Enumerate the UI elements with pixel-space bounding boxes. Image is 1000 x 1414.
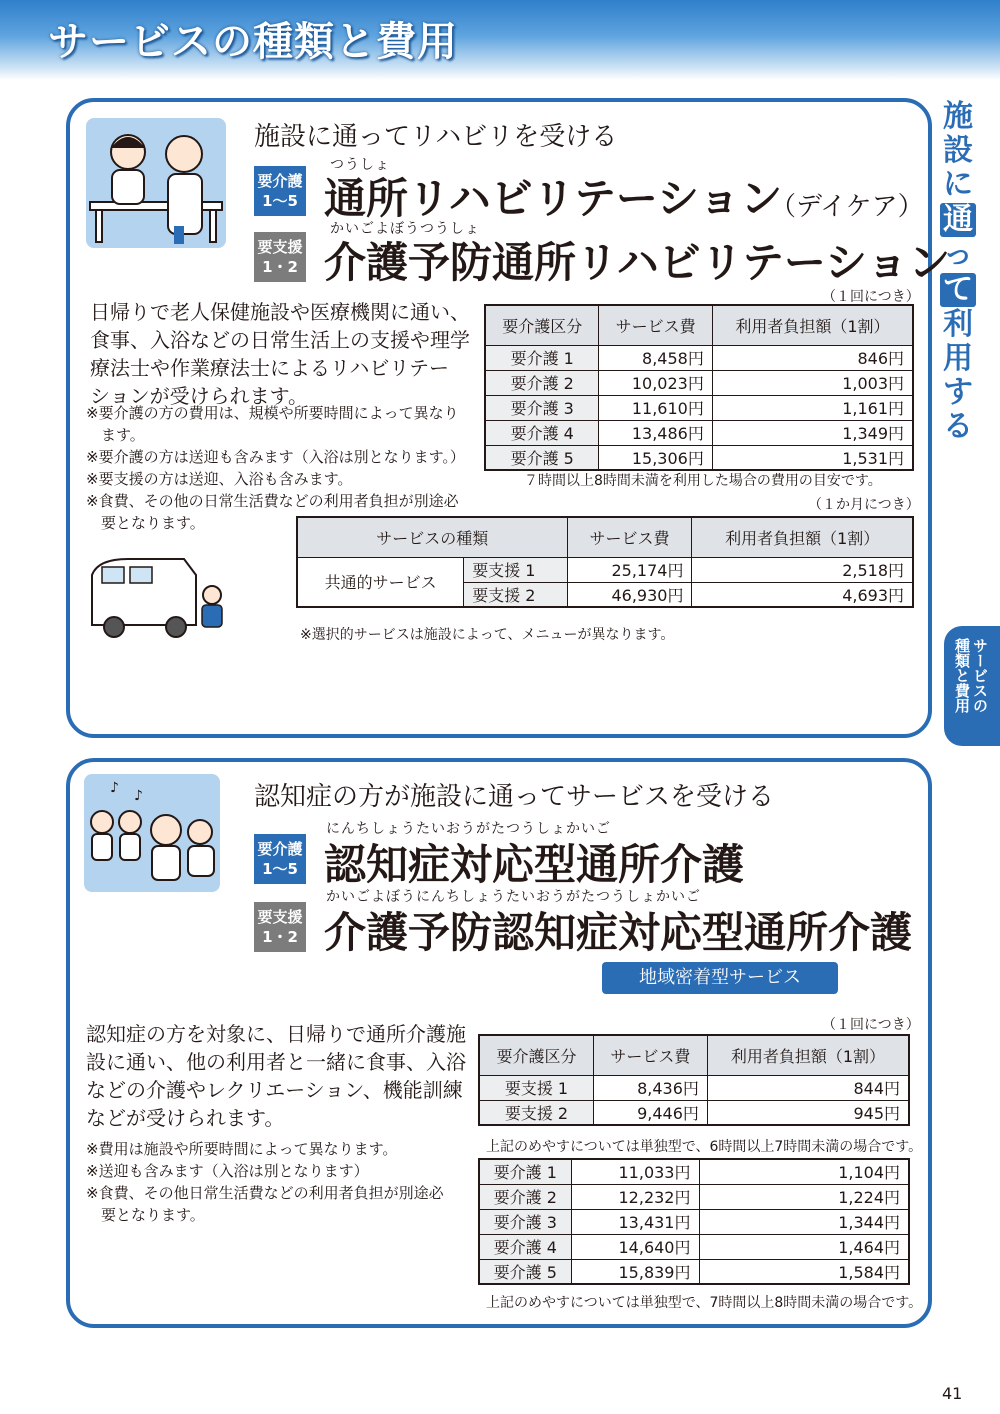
col-header: 利用者負担額（1割） xyxy=(692,517,913,557)
cell: 8,436円 xyxy=(593,1075,707,1100)
section1-notes xyxy=(86,402,472,534)
service-name: 通所リハビリテーション xyxy=(324,174,783,223)
desc-line: などが受けられます。 xyxy=(86,1106,285,1130)
table-footnote: ※選択的サービスは施設によって、メニューが異なります。 xyxy=(300,627,675,643)
cell: 要介護 4 xyxy=(485,420,599,445)
badge-line: 1・2 xyxy=(262,258,298,276)
cell: 46,930円 xyxy=(567,582,692,607)
van-wheelchair-illustration xyxy=(88,555,228,640)
table-row xyxy=(485,345,913,370)
side-label-char: 用 xyxy=(943,341,973,376)
service-name-suffix: （デイケア） xyxy=(770,192,924,222)
col-header: サービス費 xyxy=(599,305,712,345)
service-name: 介護予防通所リハビリテーション xyxy=(324,238,951,287)
music-note-icon: ♪ xyxy=(110,780,119,796)
desc-line: ションが受けられます。 xyxy=(90,384,308,408)
page-number: 41 xyxy=(942,1384,963,1403)
cell: 要介護 1 xyxy=(479,1159,571,1184)
cell: 9,446円 xyxy=(593,1100,707,1125)
table-row xyxy=(479,1075,909,1100)
cell: 1,531円 xyxy=(712,445,913,470)
table-unit: （１回につき） xyxy=(822,289,920,305)
col-header: 利用者負担額（1割） xyxy=(712,305,913,345)
care-level-badge xyxy=(254,166,306,216)
cell: 要介護 2 xyxy=(485,370,599,395)
side-label-char: に xyxy=(943,167,973,202)
table-unit: （１か月につき） xyxy=(808,497,920,513)
col-header: サービス費 xyxy=(593,1035,707,1075)
table-unit: （１回につき） xyxy=(822,1017,920,1033)
note: ※要介護の方の費用は、規模や所要時間によって異なります。 xyxy=(86,404,459,444)
cell: 要介護 5 xyxy=(479,1259,571,1284)
side-label-char: 設 xyxy=(943,133,973,168)
desc-line: 日帰りで老人保健施設や医療機関に通い、 xyxy=(90,300,470,324)
cell: 1,584円 xyxy=(699,1259,909,1284)
table-row xyxy=(479,1234,909,1259)
table-row xyxy=(485,445,913,470)
cell: 945円 xyxy=(707,1100,909,1125)
col-header: サービス費 xyxy=(567,517,692,557)
side-label-char: 施 xyxy=(943,99,973,134)
badge-line: 要介護 xyxy=(257,172,303,190)
side-label-char: す xyxy=(943,375,973,410)
section1-description xyxy=(90,298,470,410)
badge-line: 要介護 xyxy=(257,840,303,858)
cell: 1,161円 xyxy=(712,395,913,420)
care-level-badge xyxy=(254,834,306,884)
cell: 要介護 5 xyxy=(485,445,599,470)
cell: 1,104円 xyxy=(699,1159,909,1184)
cell: 共通的サービス xyxy=(297,557,464,607)
side-label-char: 利 xyxy=(943,307,973,342)
cell: 14,640円 xyxy=(571,1234,699,1259)
note: ※費用は施設や所要時間によって異なります。 xyxy=(86,1140,398,1158)
fee-table-support xyxy=(296,516,914,608)
fee-table-care xyxy=(484,304,914,471)
page-title: サービスの種類と費用 xyxy=(48,19,458,65)
furigana: にんちしょうたいおうがたつうしょかいご xyxy=(326,821,611,837)
desc-line: 療法士や作業療法士によるリハビリテー xyxy=(90,356,449,380)
cell: 要支援 1 xyxy=(464,557,567,582)
col-header: 利用者負担額（1割） xyxy=(707,1035,909,1075)
table-footnote: 上記のめやすについては単独型で、6時間以上7時間未満の場合です。 xyxy=(486,1139,923,1155)
badge-line: 1〜5 xyxy=(262,860,298,878)
desc-line: 設に通い、他の利用者と一緒に食事、入浴 xyxy=(86,1050,466,1074)
cell: 1,349円 xyxy=(712,420,913,445)
side-tab-label-2: 種類と費用 xyxy=(953,638,971,713)
page-header xyxy=(0,0,1000,80)
table-row xyxy=(479,1184,909,1209)
table-row xyxy=(485,370,913,395)
col-header: 要介護区分 xyxy=(485,305,599,345)
section1-subheading: 施設に通ってリハビリを受ける xyxy=(254,122,618,152)
table-row xyxy=(479,1100,909,1125)
furigana: かいごよぼうつうしょ xyxy=(330,221,480,237)
table-row xyxy=(479,1259,909,1284)
badge-line: 1〜5 xyxy=(262,192,298,210)
side-label-char: て xyxy=(940,273,976,307)
desc-line: 食事、入浴などの日常生活上の支援や理学 xyxy=(90,328,470,352)
cell: 15,839円 xyxy=(571,1259,699,1284)
side-tab-label: サービスの xyxy=(971,638,989,713)
cell: 要介護 4 xyxy=(479,1234,571,1259)
support-level-badge xyxy=(254,902,306,952)
side-label-char: っ xyxy=(943,237,973,272)
cell: 13,486円 xyxy=(599,420,712,445)
side-tab[interactable] xyxy=(944,626,1000,746)
side-label-char: る xyxy=(943,409,973,444)
badge-line: 要支援 xyxy=(257,238,303,256)
table-row xyxy=(485,395,913,420)
section2-description xyxy=(86,1020,466,1132)
desc-line: 認知症の方を対象に、日帰りで通所介護施 xyxy=(86,1022,466,1046)
table-footnote: 上記のめやすについては単独型で、7時間以上8時間未満の場合です。 xyxy=(486,1295,923,1311)
cell: 8,458円 xyxy=(599,345,712,370)
dementia-care-illustration xyxy=(84,774,220,892)
cell: 12,232円 xyxy=(571,1184,699,1209)
cell: 2,518円 xyxy=(692,557,913,582)
cell: 844円 xyxy=(707,1075,909,1100)
service-name: 介護予防認知症対応型通所介護 xyxy=(324,908,913,957)
col-header: サービスの種類 xyxy=(297,517,567,557)
note: ※食費、その他の日常生活費などの利用者負担が別途必要となります。 xyxy=(86,492,459,532)
cell: 15,306円 xyxy=(599,445,712,470)
service-name: 認知症対応型通所介護 xyxy=(324,840,745,889)
cell: 要介護 1 xyxy=(485,345,599,370)
cell: 11,610円 xyxy=(599,395,712,420)
table-row xyxy=(479,1159,909,1184)
cell: 要介護 3 xyxy=(479,1209,571,1234)
cell: 要支援 2 xyxy=(479,1100,593,1125)
cell: 10,023円 xyxy=(599,370,712,395)
cell: 1,003円 xyxy=(712,370,913,395)
cell: 1,224円 xyxy=(699,1184,909,1209)
cell: 4,693円 xyxy=(692,582,913,607)
badge-line: 要支援 xyxy=(257,908,303,926)
note: ※要支援の方は送迎、入浴も含みます。 xyxy=(86,470,353,488)
cell: 要介護 3 xyxy=(485,395,599,420)
cell: 1,344円 xyxy=(699,1209,909,1234)
col-header: 要介護区分 xyxy=(479,1035,593,1075)
music-note-icon: ♪ xyxy=(134,788,143,804)
cell: 要介護 2 xyxy=(479,1184,571,1209)
furigana: つうしょ xyxy=(330,157,390,173)
table-footnote: ７時間以上8時間未満を利用した場合の費用の目安です。 xyxy=(524,473,882,489)
table-row xyxy=(485,420,913,445)
table-row xyxy=(297,557,913,582)
cell: 846円 xyxy=(712,345,913,370)
rehab-illustration xyxy=(86,118,226,248)
badge-line: 1・2 xyxy=(262,928,298,946)
cell: 要支援 1 xyxy=(479,1075,593,1100)
section2-notes xyxy=(86,1138,446,1226)
cell: 1,464円 xyxy=(699,1234,909,1259)
community-service-tag: 地域密着型サービス xyxy=(602,962,838,994)
furigana: かいごよぼうにんちしょうたいおうがたつうしょかいご xyxy=(326,889,701,905)
support-level-badge xyxy=(254,232,306,282)
fee-table-support xyxy=(478,1034,910,1126)
table-row xyxy=(479,1209,909,1234)
note: ※要介護の方は送迎も含みます（入浴は別となります。） xyxy=(86,448,465,466)
side-label-char: 通 xyxy=(940,203,976,237)
cell: 要支援 2 xyxy=(464,582,567,607)
cell: 13,431円 xyxy=(571,1209,699,1234)
section2-subheading: 認知症の方が施設に通ってサービスを受ける xyxy=(254,782,775,812)
fee-table-care xyxy=(478,1158,910,1285)
note: ※食費、その他日常生活費などの利用者負担が別途必要となります。 xyxy=(86,1184,444,1224)
cell: 11,033円 xyxy=(571,1159,699,1184)
cell: 25,174円 xyxy=(567,557,692,582)
note: ※送迎も含みます（入浴は別となります） xyxy=(86,1162,369,1180)
desc-line: などの介護やレクリエーション、機能訓練 xyxy=(86,1078,463,1102)
